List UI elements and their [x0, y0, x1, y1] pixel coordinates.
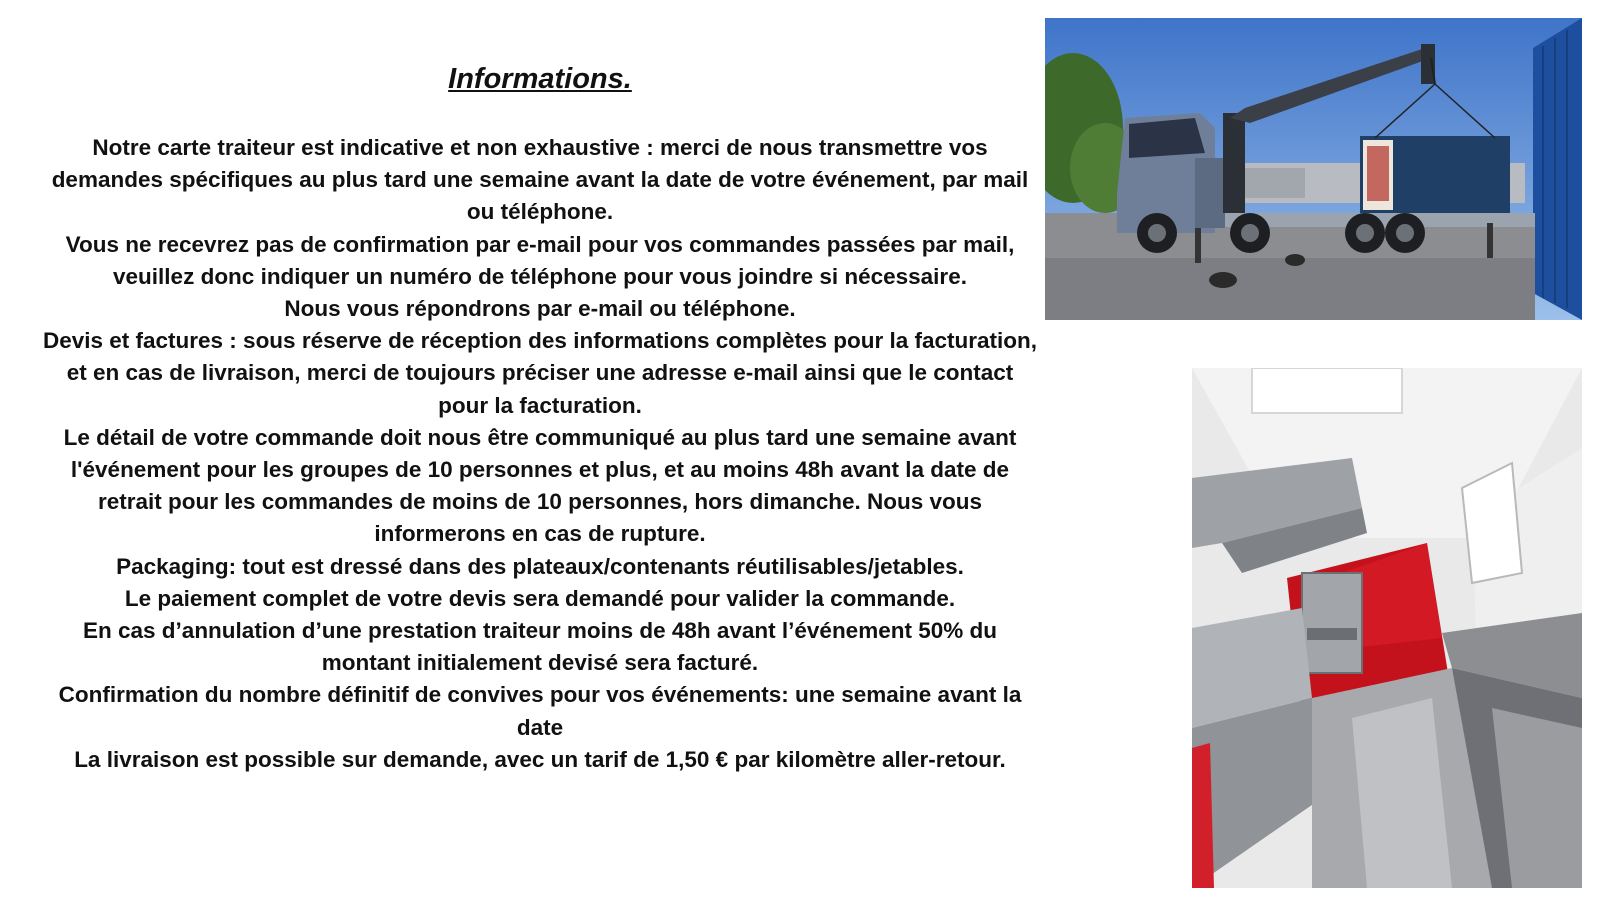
- kitchen-interior-photo: [1192, 368, 1582, 888]
- truck-crane-photo: [1045, 18, 1582, 320]
- paragraph-order-deadline: Le détail de votre commande doit nous être communiqué au plus tard une semaine avant l'événement pour les groupes de 10 personnes et plus, et au moins 48h avant la date de retrait pour les commandes de moins de 10 personnes, hors dimanche. Nous vous informerons en cas de rupture.: [63, 424, 1017, 547]
- paragraph-response-note: Nous vous répondrons par e-mail ou téléphone.: [284, 296, 796, 322]
- paragraph-packaging: Packaging: tout est dressé dans des plateaux/contenants réutilisables/jetables.: [116, 553, 964, 579]
- info-text-block: [40, 62, 1040, 776]
- paragraph-invoice-note: Devis et factures : sous réserve de réception des informations complètes pour la facturation, et en cas de livraison, merci de toujours préciser une adresse e-mail ainsi que le contact pour la facturation.: [42, 328, 1038, 418]
- kitchen-interior-illustration: [1192, 368, 1582, 888]
- paragraph-delivery: La livraison est possible sur demande, avec un tarif de 1,50 € par kilomètre aller-retour.: [74, 746, 1006, 772]
- page-title: Informations.: [448, 63, 632, 95]
- truck-crane-illustration: [1045, 18, 1582, 320]
- paragraph-cancellation: En cas d’annulation d’une prestation traiteur moins de 48h avant l’événement 50% du montant initialement devisé sera facturé.: [83, 618, 997, 676]
- paragraph-guest-count: Confirmation du nombre définitif de convives pour vos événements: une semaine avant la date: [58, 682, 1022, 740]
- paragraph-catalog-note: Notre carte traiteur est indicative et non exhaustive : merci de nous transmettre vos demandes spécifiques au plus tard une semaine avant la date de votre événement, par mail ou téléphone.: [51, 135, 1029, 225]
- paragraph-payment: Le paiement complet de votre devis sera demandé pour valider la commande.: [124, 585, 956, 611]
- paragraph-confirmation-note: Vous ne recevrez pas de confirmation par e-mail pour vos commandes passées par mail, veuillez donc indiquer un numéro de téléphone pour vous joindre si nécessaire.: [65, 231, 1015, 289]
